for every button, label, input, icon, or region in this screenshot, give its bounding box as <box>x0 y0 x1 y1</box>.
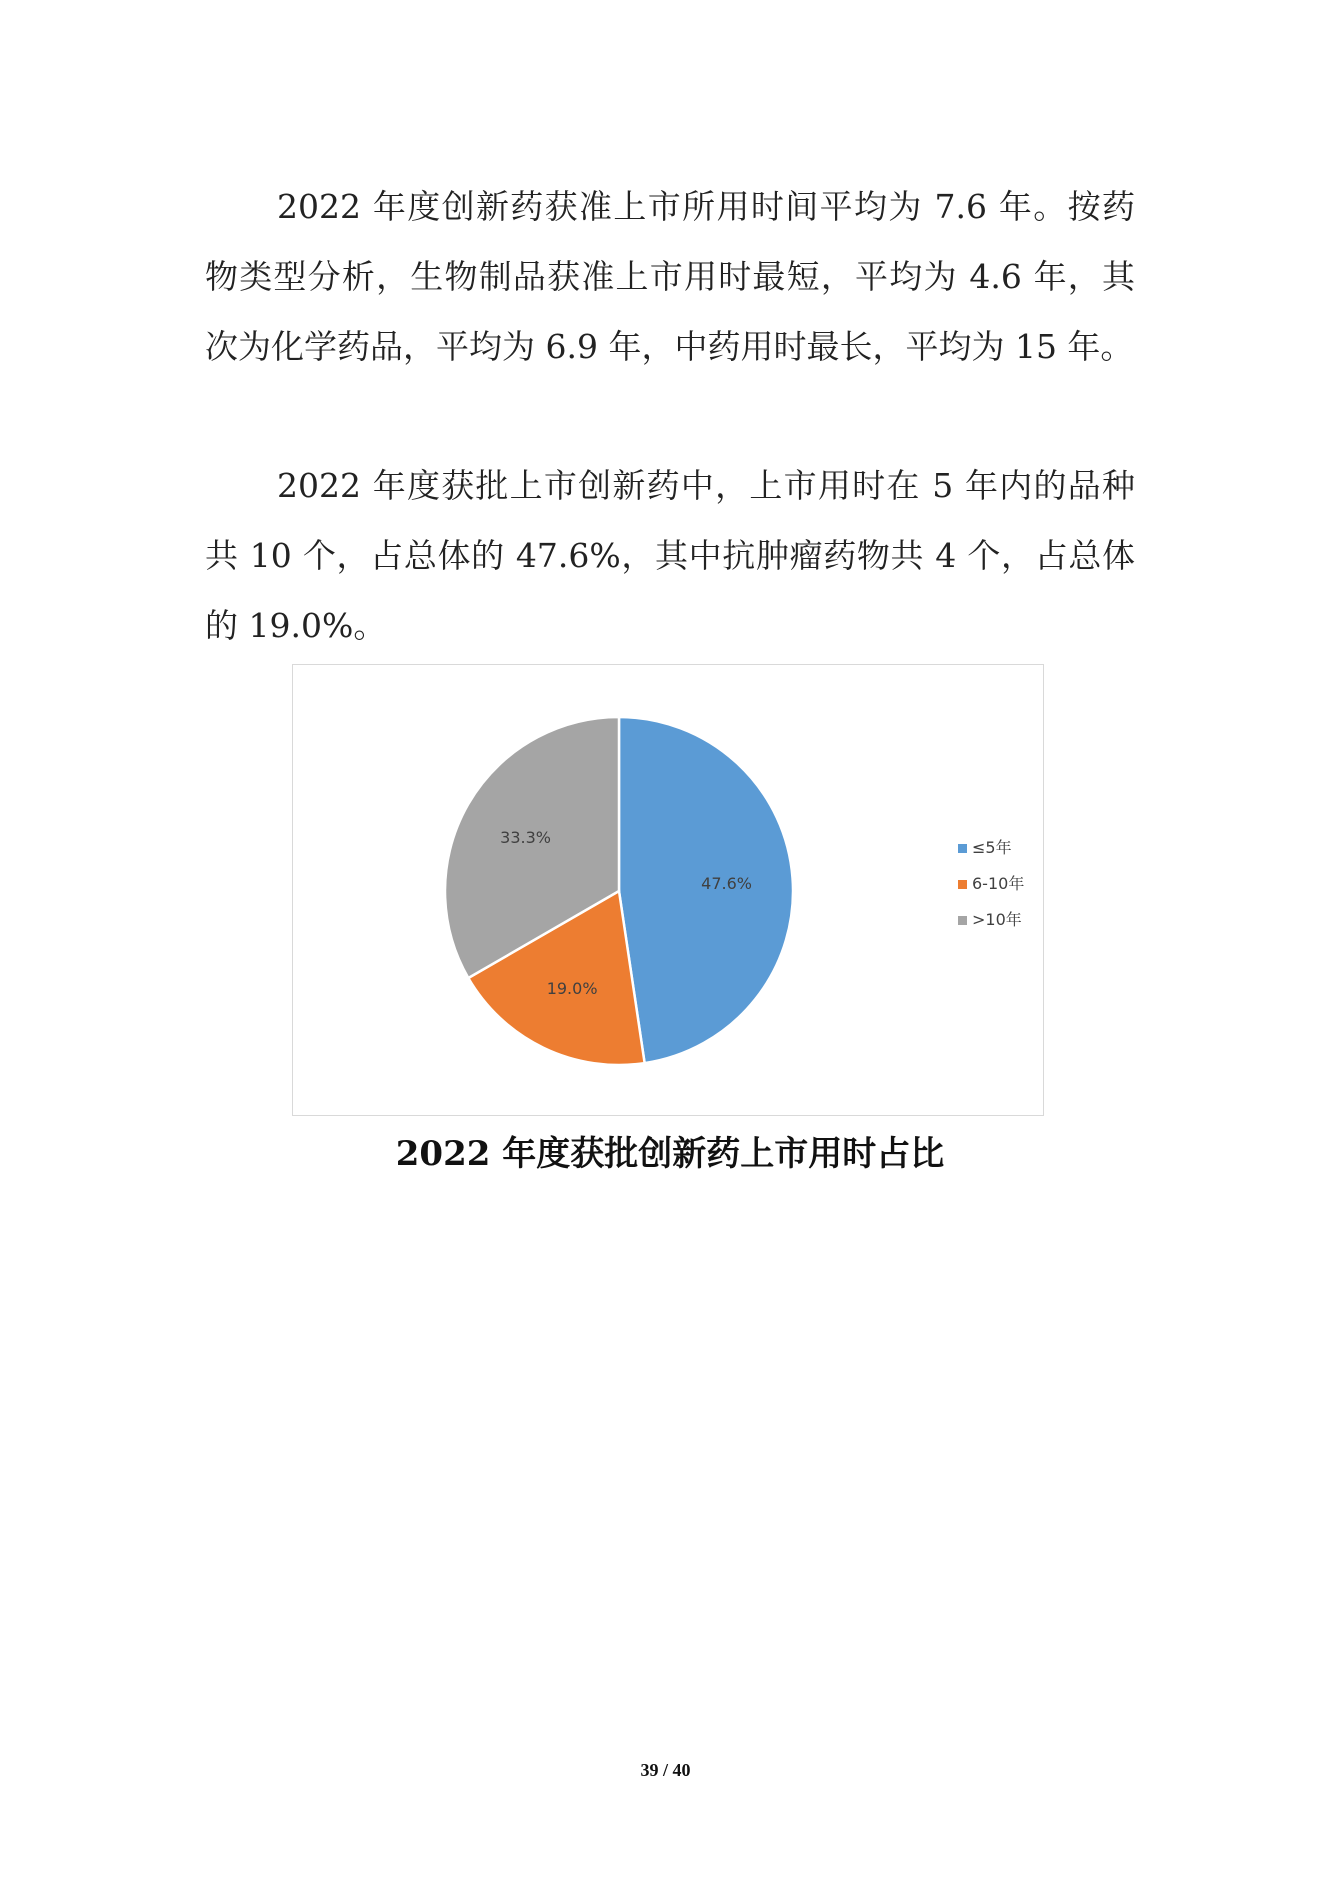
paragraph-2: 2022 年度获批上市创新药中，上市用时在 5 年内的品种共 10 个，占总体的 47.6%，其中抗肿瘤药物共 4 个，占总体的 19.0%。 <box>205 466 1135 645</box>
pie-data-label-0: 47.6% <box>701 874 752 894</box>
legend-swatch-0 <box>958 844 967 853</box>
legend-label-0: ≤5年 <box>972 838 1012 857</box>
pie-chart <box>293 665 1045 1117</box>
page-number: 39 / 40 <box>640 1760 691 1780</box>
pie-chart-frame <box>292 664 1044 1116</box>
figure-caption: 2022 年度获批创新药上市用时占比 <box>395 1134 945 1174</box>
legend-swatch-1 <box>958 880 967 889</box>
pie-data-label-1: 19.0% <box>546 979 598 999</box>
legend-label-2: >10年 <box>972 910 1022 929</box>
paragraph-1: 2022 年度创新药获准上市所用时间平均为 7.6 年。按药物类型分析，生物制品获准上市用时最短，平均为 4.6 年，其次为化学药品，平均为 6.9 年，中药用时最长，平均为 15 年。 <box>205 187 1135 366</box>
legend-label-1: 6-10年 <box>972 874 1025 893</box>
legend-swatch-2 <box>958 916 967 925</box>
pie-data-label-2: 33.3% <box>500 828 551 848</box>
